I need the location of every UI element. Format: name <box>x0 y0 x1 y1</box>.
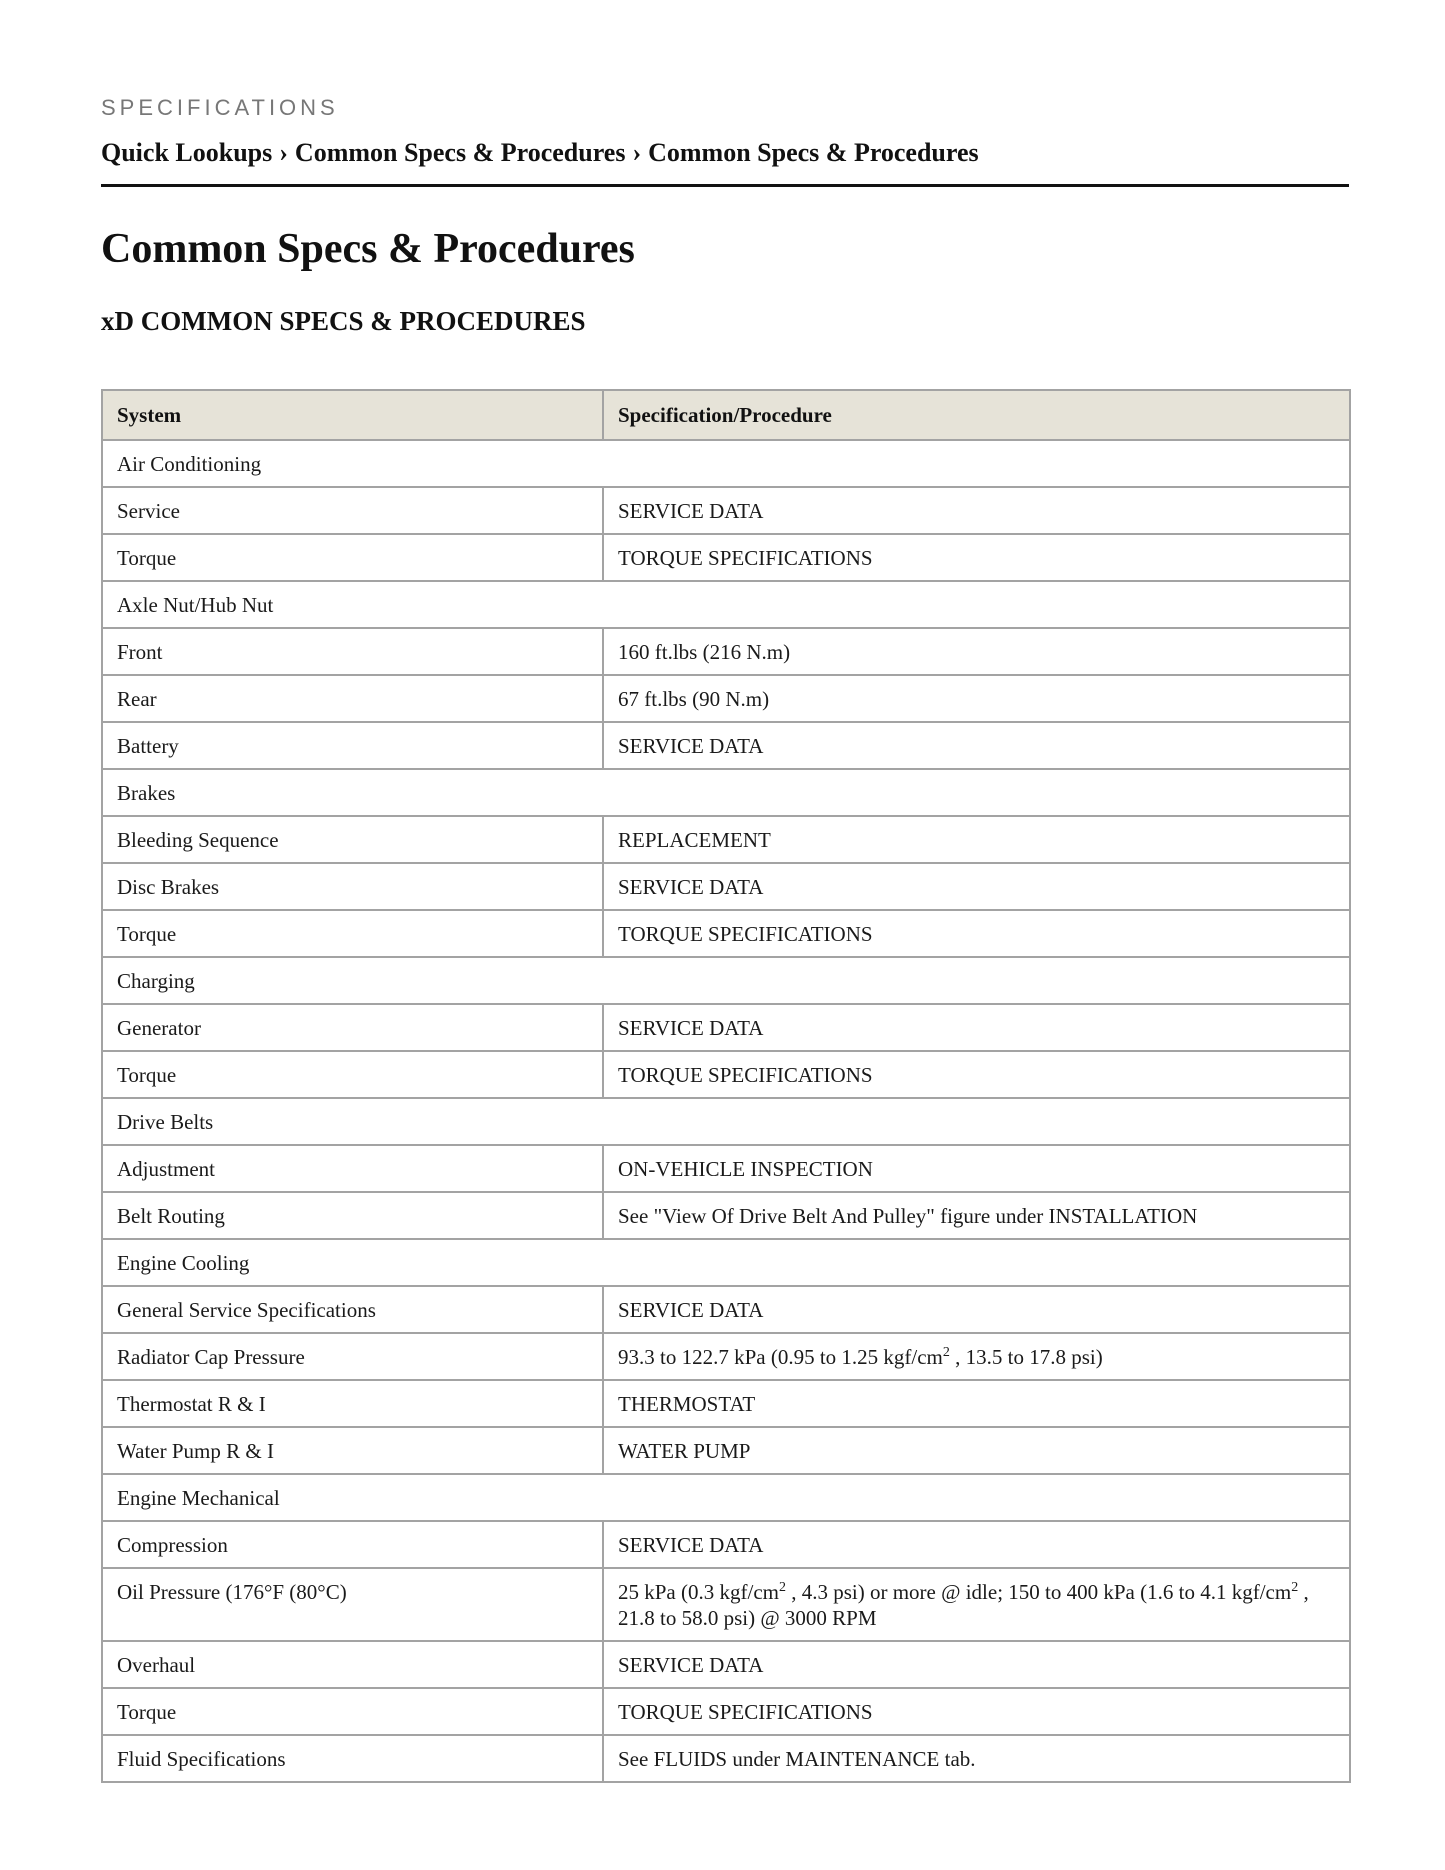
table-group-row <box>102 1098 1350 1145</box>
page-title: Common Specs & Procedures <box>101 226 635 272</box>
table-row <box>102 1688 1350 1735</box>
table-row <box>102 1145 1350 1192</box>
system-cell: Generator <box>102 1004 603 1051</box>
table-row <box>102 1521 1350 1568</box>
spec-cell: 67 ft.lbs (90 N.m) <box>603 675 1350 722</box>
table-group-row <box>102 769 1350 816</box>
group-label: Brakes <box>102 769 1350 816</box>
spec-cell: SERVICE DATA <box>603 1641 1350 1688</box>
table-row <box>102 722 1350 769</box>
system-cell: Bleeding Sequence <box>102 816 603 863</box>
table-group-row <box>102 581 1350 628</box>
spec-cell: TORQUE SPECIFICATIONS <box>603 910 1350 957</box>
table-row <box>102 628 1350 675</box>
table-row <box>102 1051 1350 1098</box>
table-row <box>102 1568 1350 1641</box>
table-row <box>102 1735 1350 1782</box>
spec-text: , 21.8 to 58.0 psi) @ 3000 RPM <box>618 1580 1309 1630</box>
group-label: Air Conditioning <box>102 440 1350 487</box>
breadcrumb-item-quick-lookups[interactable]: Quick Lookups <box>101 138 273 167</box>
system-cell: Water Pump R & I <box>102 1427 603 1474</box>
table-row <box>102 816 1350 863</box>
superscript: 2 <box>942 1345 950 1360</box>
spec-cell: SERVICE DATA <box>603 863 1350 910</box>
spec-text: , 4.3 psi) or more @ idle; 150 to 400 kPa (1.6 to 4.1 kgf/cm <box>785 1580 1292 1604</box>
spec-cell: SERVICE DATA <box>603 487 1350 534</box>
table-row <box>102 1286 1350 1333</box>
superscript: 2 <box>778 1580 786 1595</box>
system-cell: Battery <box>102 722 603 769</box>
breadcrumb-item-current: Common Specs & Procedures <box>648 138 979 167</box>
table-group-row <box>102 1474 1350 1521</box>
table-row <box>102 910 1350 957</box>
group-label: Axle Nut/Hub Nut <box>102 581 1350 628</box>
page-subtitle: xD COMMON SPECS & PROCEDURES <box>101 306 586 336</box>
table-row <box>102 863 1350 910</box>
spec-cell: ON-VEHICLE INSPECTION <box>603 1145 1350 1192</box>
table-row <box>102 487 1350 534</box>
system-cell: Rear <box>102 675 603 722</box>
table-header-row <box>102 390 1350 440</box>
system-cell: Belt Routing <box>102 1192 603 1239</box>
table-group-row <box>102 957 1350 1004</box>
table-row <box>102 1192 1350 1239</box>
system-cell: Disc Brakes <box>102 863 603 910</box>
system-cell: Service <box>102 487 603 534</box>
table-group-row <box>102 440 1350 487</box>
spec-cell: SERVICE DATA <box>603 1286 1350 1333</box>
group-label: Drive Belts <box>102 1098 1350 1145</box>
system-cell: Overhaul <box>102 1641 603 1688</box>
system-cell: Torque <box>102 1688 603 1735</box>
system-cell: Front <box>102 628 603 675</box>
spec-cell: SERVICE DATA <box>603 1521 1350 1568</box>
breadcrumb <box>101 138 1349 187</box>
system-cell: Radiator Cap Pressure <box>102 1333 603 1380</box>
system-cell: Torque <box>102 534 603 581</box>
spec-cell: See FLUIDS under MAINTENANCE tab. <box>603 1735 1350 1782</box>
column-header-specification: Specification/Procedure <box>603 390 1350 440</box>
spec-text: , 13.5 to 17.8 psi) <box>949 1345 1103 1369</box>
table-group-row <box>102 1239 1350 1286</box>
spec-cell: REPLACEMENT <box>603 816 1350 863</box>
table-row <box>102 534 1350 581</box>
system-cell: Thermostat R & I <box>102 1380 603 1427</box>
spec-cell: WATER PUMP <box>603 1427 1350 1474</box>
superscript: 2 <box>1291 1580 1299 1595</box>
spec-cell: TORQUE SPECIFICATIONS <box>603 1051 1350 1098</box>
system-cell: Adjustment <box>102 1145 603 1192</box>
system-cell: Torque <box>102 1051 603 1098</box>
column-header-system: System <box>102 390 603 440</box>
table-row <box>102 675 1350 722</box>
section-label: SPECIFICATIONS <box>101 95 339 120</box>
system-cell: Compression <box>102 1521 603 1568</box>
spec-cell: SERVICE DATA <box>603 1004 1350 1051</box>
table-row <box>102 1380 1350 1427</box>
spec-cell: See "View Of Drive Belt And Pulley" figure under INSTALLATION <box>603 1192 1350 1239</box>
spec-cell: THERMOSTAT <box>603 1380 1350 1427</box>
table-row <box>102 1641 1350 1688</box>
spec-cell <box>603 1333 1350 1380</box>
group-label: Charging <box>102 957 1350 1004</box>
specs-table <box>101 389 1351 1783</box>
table-row <box>102 1427 1350 1474</box>
table-row <box>102 1333 1350 1380</box>
group-label: Engine Cooling <box>102 1239 1350 1286</box>
breadcrumb-separator: › <box>279 138 288 167</box>
spec-cell: TORQUE SPECIFICATIONS <box>603 1688 1350 1735</box>
spec-cell: 160 ft.lbs (216 N.m) <box>603 628 1350 675</box>
spec-text: 93.3 to 122.7 kPa (0.95 to 1.25 kgf/cm <box>618 1345 943 1369</box>
spec-text: 25 kPa (0.3 kgf/cm <box>618 1580 779 1604</box>
spec-cell: SERVICE DATA <box>603 722 1350 769</box>
breadcrumb-item-common-specs[interactable]: Common Specs & Procedures <box>294 138 626 167</box>
system-cell: Fluid Specifications <box>102 1735 603 1782</box>
system-cell: Oil Pressure (176°F (80°C) <box>102 1568 603 1641</box>
group-label: Engine Mechanical <box>102 1474 1350 1521</box>
system-cell: General Service Specifications <box>102 1286 603 1333</box>
spec-cell <box>603 1568 1350 1641</box>
table-row <box>102 1004 1350 1051</box>
breadcrumb-separator: › <box>632 138 642 167</box>
system-cell: Torque <box>102 910 603 957</box>
spec-cell: TORQUE SPECIFICATIONS <box>603 534 1350 581</box>
